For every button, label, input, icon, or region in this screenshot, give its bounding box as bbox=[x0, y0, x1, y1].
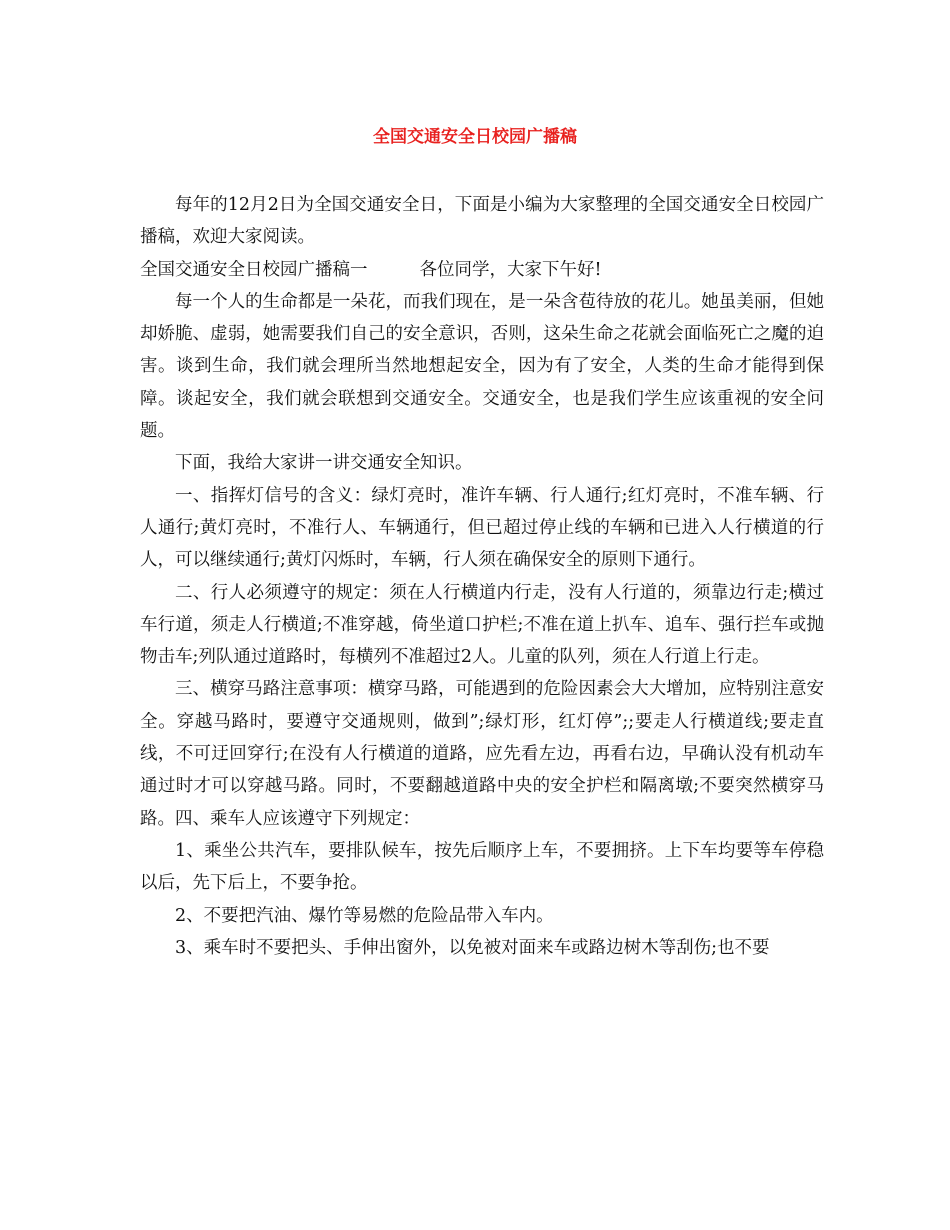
body-paragraph: 下面，我给大家讲一讲交通安全知识。 bbox=[175, 453, 473, 474]
body-paragraph: 3、乘车时不要把头、手伸出窗外，以免被对面来车或路边树木等刮伤;也不要 bbox=[175, 937, 770, 958]
body-paragraph: 二、行人必须遵守的规定：须在人行横道内行走，没有人行道的，须靠边行走;横过车行道，须走人行横道;不准穿越，倚坐道口护栏;不准在道上扒车、追车、强行拦车或抛物击车;列队通过道路时，每横列不准超过2人。儿童的队列，须在人行道上行走。 bbox=[140, 582, 824, 668]
document-body bbox=[140, 189, 824, 964]
body-paragraph: 1、乘坐公共汽车，要排队候车，按先后顺序上车，不要拥挤。上下车均要等车停稳以后，先下后上，不要争抢。 bbox=[140, 840, 824, 894]
subheading-line bbox=[140, 254, 824, 286]
document-title: 全国交通安全日校园广播稿 bbox=[373, 127, 577, 147]
subheading: 全国交通安全日校园广播稿一 bbox=[140, 259, 368, 280]
greeting: 各位同学，大家下午好! bbox=[419, 259, 602, 280]
body-paragraph: 三、横穿马路注意事项：横穿马路，可能遇到的危险因素会大大增加，应特别注意安全。穿越马路时，要遵守交通规则，做到”;绿灯形，红灯停”;;要走人行横道线;要走直线，不可迂回穿行;在没有人行横道的道路，应先看左边，再看右边，早确认没有机动车通过时才可以穿越马路。同时，不要翻越道路中央的安全护栏和隔离墩;不要突然横穿马路。四、乘车人应该遵守下列规定： bbox=[140, 679, 824, 829]
body-paragraph: 2、不要把汽油、爆竹等易燃的危险品带入车内。 bbox=[175, 905, 554, 926]
intro-paragraph: 每年的12月2日为全国交通安全日，下面是小编为大家整理的全国交通安全日校园广播稿，欢迎大家阅读。 bbox=[140, 195, 824, 248]
body-paragraph: 一、指挥灯信号的含义：绿灯亮时，准许车辆、行人通行;红灯亮时，不准车辆、行人通行;黄灯亮时，不准行人、车辆通行，但已超过停止线的车辆和已进入人行横道的行人，可以继续通行;黄灯闪烁时，车辆，行人须在确保安全的原则下通行。 bbox=[140, 485, 824, 571]
body-paragraph: 每一个人的生命都是一朵花，而我们现在，是一朵含苞待放的花儿。她虽美丽，但她却娇脆、虚弱，她需要我们自己的安全意识，否则，这朵生命之花就会面临死亡之魔的迫害。谈到生命，我们就会理所当然地想起安全，因为有了安全，人类的生命才能得到保障。谈起安全，我们就会联想到交通安全。交通安全，也是我们学生应该重视的安全问题。 bbox=[140, 291, 824, 442]
